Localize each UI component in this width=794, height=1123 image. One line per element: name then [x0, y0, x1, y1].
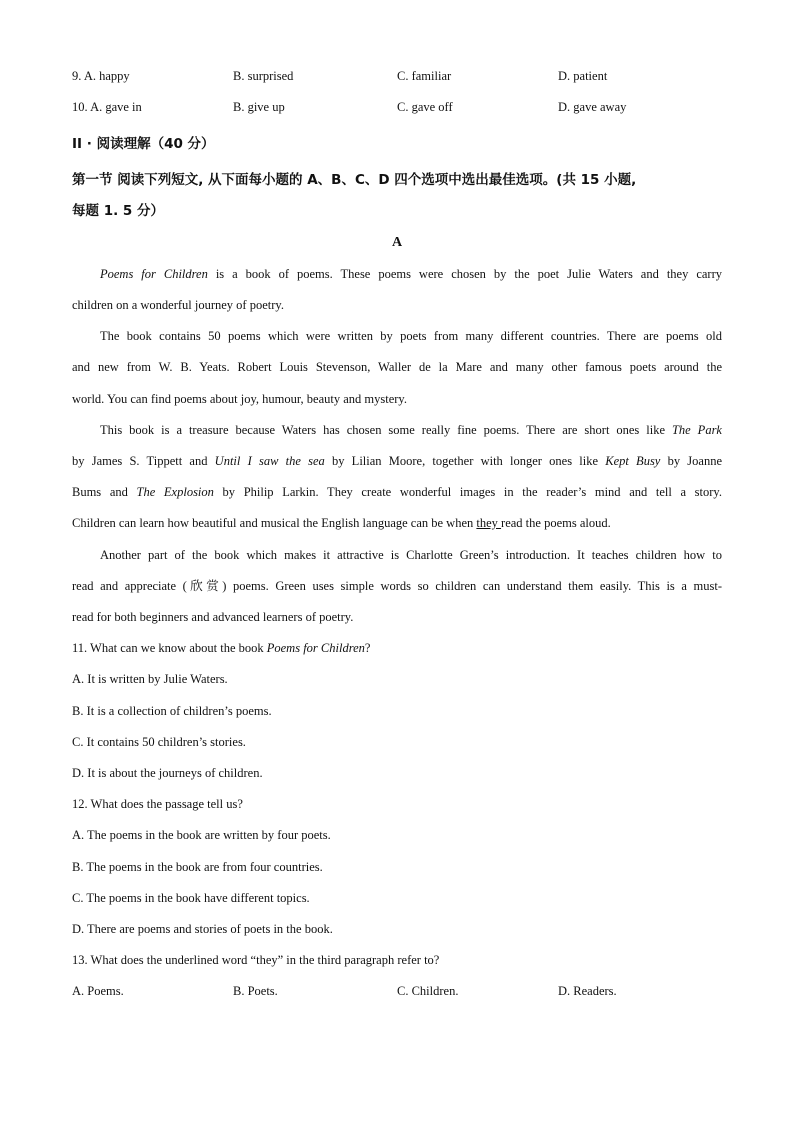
q12-option-b: B. The poems in the book are from four countries. — [72, 860, 323, 874]
passage-p1-line-1: Poems for Children is a book of poems. These poems were chosen by the poet Julie Waters and they carry — [100, 267, 722, 281]
q13-option-c: C. Children. — [397, 984, 459, 998]
q12-stem: 12. What does the passage tell us? — [72, 797, 243, 811]
q11-option-b: B. It is a collection of children’s poems. — [72, 704, 272, 718]
q9-option-d: D. patient — [558, 69, 608, 83]
q10-option-d: D. gave away — [558, 100, 627, 114]
q13-stem: 13. What does the underlined word “they” in the third paragraph refer to? — [72, 953, 440, 967]
passage-p3-line-1: This book is a treasure because Waters has chosen some really fine poems. There are short ones like The Park — [100, 423, 722, 437]
q12-option-a: A. The poems in the book are written by four poets. — [72, 828, 331, 842]
underlined-word-they: they — [476, 516, 502, 530]
passage-p2-line-2: and new from W. B. Yeats. Robert Louis Stevenson, Waller de la Mare and many other famous poets around the — [72, 360, 722, 374]
section-title: II · 阅读理解（40 分） — [72, 136, 215, 152]
q13-option-d: D. Readers. — [558, 984, 617, 998]
q11-option-c: C. It contains 50 children’s stories. — [72, 735, 246, 749]
q13-option-a: A. Poems. — [72, 984, 124, 998]
passage-p4-line-3: read for both beginners and advanced learners of poetry. — [72, 610, 354, 624]
q10-option-a: 10. A. gave in — [72, 100, 142, 114]
passage-p2-line-1: The book contains 50 poems which were written by poets from many different countries. There are poems old — [100, 329, 722, 343]
section-instruction-line-1: 第一节 阅读下列短文, 从下面每小题的 A、B、C、D 四个选项中选出最佳选项。(共 15 小题, — [72, 172, 637, 188]
q10-option-c: C. gave off — [397, 100, 453, 114]
q11-stem: 11. What can we know about the book Poems for Children? — [72, 641, 371, 655]
book-title: Poems for Children — [100, 267, 208, 281]
q11-option-d: D. It is about the journeys of children. — [72, 766, 263, 780]
passage-p4-line-2: read and appreciate (欣赏) poems. Green uses simple words so children can understand them easily. This is a must- — [72, 579, 722, 593]
q9-option-c: C. familiar — [397, 69, 452, 83]
passage-p3-line-4: Children can learn how beautiful and musical the English language can be when they read the poems aloud. — [72, 516, 611, 530]
passage-p3-line-3: Bums and The Explosion by Philip Larkin. They create wonderful images in the reader’s mind and tell a story. — [72, 485, 722, 499]
passage-p4-line-1: Another part of the book which makes it attractive is Charlotte Green’s introduction. It teaches children how to — [100, 548, 722, 562]
q9-option-b: B. surprised — [233, 69, 294, 83]
q12-option-c: C. The poems in the book have different topics. — [72, 891, 310, 905]
q11-option-a: A. It is written by Julie Waters. — [72, 672, 228, 686]
q9-option-a: 9. A. happy — [72, 69, 130, 83]
passage-p2-line-3: world. You can find poems about joy, humour, beauty and mystery. — [72, 392, 407, 406]
q10-option-b: B. give up — [233, 100, 285, 114]
q12-option-d: D. There are poems and stories of poets in the book. — [72, 922, 333, 936]
section-instruction-line-2: 每题 1. 5 分） — [72, 203, 165, 219]
q13-option-b: B. Poets. — [233, 984, 278, 998]
passage-p3-line-2: by James S. Tippett and Until I saw the sea by Lilian Moore, together with longer ones like Kept Busy by Joanne — [72, 454, 722, 468]
passage-p1-line-2: children on a wonderful journey of poetry. — [72, 298, 284, 312]
passage-label: A — [391, 235, 403, 250]
